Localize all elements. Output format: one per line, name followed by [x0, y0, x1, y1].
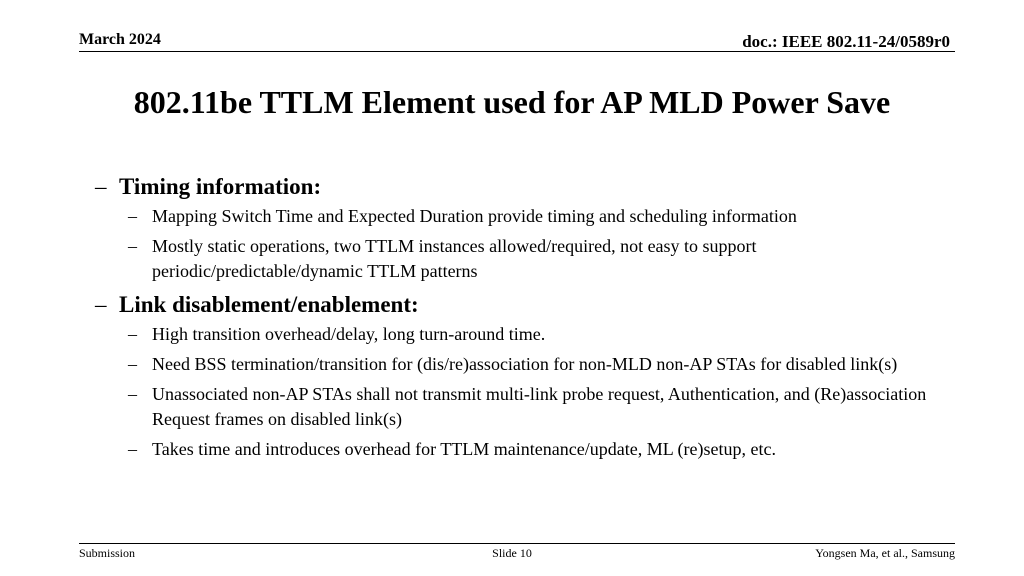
sub-bullet: [128, 437, 955, 462]
sub-bullet-text: Unassociated non-AP STAs shall not transmit multi-link probe request, Authentication, and (Re)association Request frames on disabled link(s): [152, 384, 927, 429]
header-divider: [79, 51, 955, 52]
footer-slide-number: Slide 10: [492, 546, 532, 560]
bullet-dash: –: [95, 292, 107, 317]
sub-bullet-text: Mostly static operations, two TTLM instances allowed/required, not easy to support periodic/predictable/dynamic TTLM patterns: [152, 236, 757, 281]
sub-bullet: [128, 382, 955, 432]
bullet-heading: Link disablement/enablement:: [119, 292, 419, 317]
sub-bullet-text: Mapping Switch Time and Expected Duration provide timing and scheduling information: [152, 206, 797, 226]
sub-bullet: [128, 204, 955, 229]
footer-authors: Yongsen Ma, et al., Samsung: [815, 546, 955, 560]
header-doc-id: doc.: IEEE 802.11-24/0589r0: [742, 32, 950, 51]
sub-bullet-dash: –: [128, 354, 137, 374]
bullet-dash: –: [95, 174, 107, 199]
slide-title: 802.11be TTLM Element used for AP MLD Power Save: [133, 84, 891, 120]
footer-submission: Submission: [79, 546, 136, 560]
sub-bullet-dash: –: [128, 324, 137, 344]
bullet-timing-information: [95, 172, 955, 202]
sub-bullet: [128, 352, 955, 377]
bullet-link-disablement: [95, 290, 955, 320]
sub-bullet-dash: –: [128, 439, 137, 459]
sub-bullet-text: Takes time and introduces overhead for TTLM maintenance/update, ML (re)setup, etc.: [152, 439, 777, 459]
sub-bullet-dash: –: [128, 236, 137, 256]
sub-bullet-text: Need BSS termination/transition for (dis/re)association for non-MLD non-AP STAs for disabled link(s): [152, 354, 898, 374]
bullet-heading: Timing information:: [119, 174, 322, 199]
slide-body: [95, 172, 955, 462]
sub-bullet-text: High transition overhead/delay, long turn-around time.: [152, 324, 546, 344]
sub-bullet-dash: –: [128, 384, 137, 404]
header-date: March 2024: [79, 31, 161, 48]
footer-divider: [79, 543, 955, 544]
sub-bullet-dash: –: [128, 206, 137, 226]
sub-bullet: [128, 234, 955, 284]
sub-bullet: [128, 322, 955, 347]
